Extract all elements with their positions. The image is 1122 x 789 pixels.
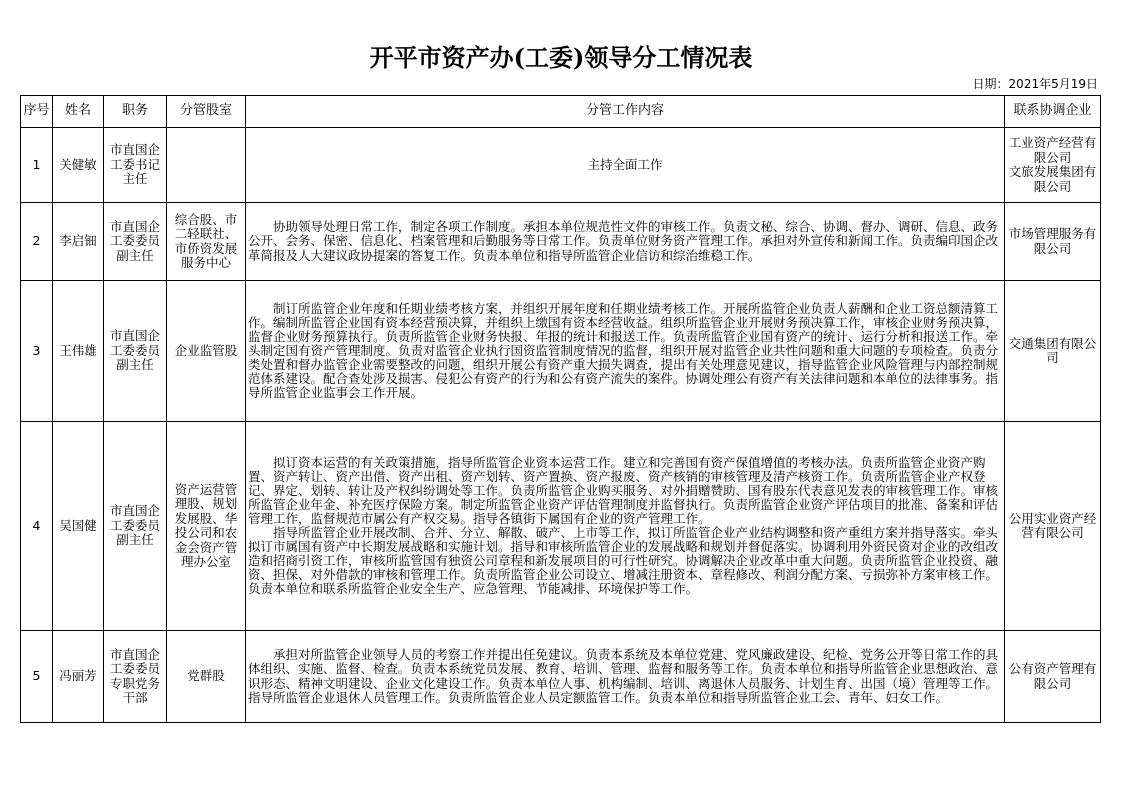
row-name: 李启钿 <box>53 203 104 281</box>
row-companies <box>1005 128 1101 203</box>
row-no: 1 <box>21 128 53 203</box>
row-no: 2 <box>21 203 53 281</box>
row-dept: 企业监管股 <box>167 281 246 422</box>
row-no: 4 <box>21 422 53 631</box>
row-position: 市直国企工委书记主任 <box>104 128 167 203</box>
company-name: 文旅发展集团有限公司 <box>1008 164 1097 194</box>
content-paragraph: 制订所监管企业年度和任期业绩考核方案，并组织开展年度和任期业绩考核工作。开展所监管企业负责人薪酬和企业工资总额清算工作。编制所监管企业国有资本经营预决算，并组织上缴国有资本经营收益。组织所监管企业开展财务预决算工作，审核企业财务预决算，监督企业财务预算执行。负责所监管企业财务快报、年报的统计和报送工作。负责所监管企业国有资产的统计、运行分析和报送工作。牵头制定国有资产管理制度。负责对监管企业执行国资监管制度情况的监督，组织开展对监管企业共性问题和重大问题的专项检查。负责分类处置和督办监管企业需要整改的问题，组织开展公有资产重大损失调查，提出有关处理意见建议，指导监管企业风险管理与内部控制规范体系建设。配合查处涉及损害、侵犯公有资产的行为和公有资产流失的案件。协调处理公有资产有关法律问题和本单位的法律事务。指导所监管企业监事会工作开展。 <box>248 300 999 401</box>
content-paragraph: 协助领导处理日常工作，制定各项工作制度。承担本单位规范性文件的审核工作。负责文秘、综合、协调、督办、调研、信息、政务公开、会务、保密、信息化、档案管理和后勤服务等日常工作。负责单位财务资产管理工作。承担对外宣传和新闻工作。负责编印国企改革简报及人大建议政协提案的答复工作。负责本单位和指导所监管企业信访和综治维稳工作。 <box>248 218 999 263</box>
row-content <box>246 281 1005 422</box>
table-row <box>21 631 1101 723</box>
table-row <box>21 203 1101 281</box>
row-name: 吴国健 <box>53 422 104 631</box>
header-content: 分管工作内容 <box>246 96 1005 128</box>
report-date: 日期：2021年5月19日 <box>972 77 1098 91</box>
row-no: 3 <box>21 281 53 422</box>
row-content: 主持全面工作 <box>246 128 1005 203</box>
row-companies: 公用实业资产经营有限公司 <box>1005 422 1101 631</box>
table-row <box>21 422 1101 631</box>
header-position: 职务 <box>104 96 167 128</box>
header-no: 序号 <box>21 96 53 128</box>
header-dept: 分管股室 <box>167 96 246 128</box>
division-table <box>20 95 1101 723</box>
row-dept: 党群股 <box>167 631 246 723</box>
header-name: 姓名 <box>53 96 104 128</box>
table-row <box>21 128 1101 203</box>
row-content <box>246 203 1005 281</box>
row-companies: 交通集团有限公司 <box>1005 281 1101 422</box>
row-name: 冯丽芳 <box>53 631 104 723</box>
row-position: 市直国企工委委员副主任 <box>104 422 167 631</box>
row-content <box>246 631 1005 723</box>
row-name: 王伟雄 <box>53 281 104 422</box>
row-companies: 市场管理服务有限公司 <box>1005 203 1101 281</box>
content-paragraph: 拟订资本运营的有关政策措施，指导所监管企业资本运营工作。建立和完善国有资产保值增值的考核办法。负责所监管企业资产购置、资产转让、资产出借、资产出租、资产划转、资产置换、资产报废、资产核销的审核管理及清产核资工作。负责所监管企业产权登记、界定、划转、转让及产权纠纷调处等工作。负责所监管企业购买服务、对外捐赠赞助、国有股东代表意见发表的审核管理工作。审核所监管企业年金、补充医疗保险方案。制定所监管企业资产评估管理制度并监督执行。负责所监管企业资产评估项目的批准、备案和评估管理工作，监督规范市属公有产权交易。指导各镇街下属国有企业的资产管理工作。 <box>248 454 999 526</box>
row-position: 市直国企工委委员专职党务干部 <box>104 631 167 723</box>
row-position: 市直国企工委委员副主任 <box>104 281 167 422</box>
table-row <box>21 281 1101 422</box>
row-dept <box>167 128 246 203</box>
header-companies: 联系协调企业 <box>1005 96 1101 128</box>
row-no: 5 <box>21 631 53 723</box>
row-dept: 综合股、市二轻联社、市侨资发展服务中心 <box>167 203 246 281</box>
row-name: 关健敏 <box>53 128 104 203</box>
content-paragraph: 指导所监管企业开展改制、合并、分立、解散、破产、上市等工作，拟订所监管企业产业结构调整和资产重组方案并指导落实。牵头拟订市属国有资产中长期发展战略和实施计划。指导和审核所监管企业的发展战略和规划并督促落实。协调利用外资民资对企业的改组改造和招商引资工作，审核所监管国有独资公司章程和新发展项目的可行性研究。协调解决企业改革中重大问题。负责所监管企业投资、融资、担保、对外借款的审核和管理工作。负责所监管企业公司设立、增减注册资本、章程修改、利润分配方案、亏损弥补方案审核工作。负责本单位和联系所监管企业安全生产、应急管理、节能减排、环境保护等工作。 <box>248 525 999 597</box>
company-name: 工业资产经营有限公司 <box>1008 135 1097 165</box>
row-content <box>246 422 1005 631</box>
content-paragraph: 承担对所监管企业领导人员的考察工作并提出任免建议。负责本系统及本单位党建、党风廉政建设、纪检、党务公开等日常工作的具体组织、实施、监督、检查。负责本系统党员发展、教育、培训、管理、监督和服务等工作。负责本单位和指导所监管企业思想政治、意识形态、精神文明建设、企业文化建设工作。负责本单位人事、机构编制、培训、离退休人员服务、计划生育、出国（境）管理等工作。指导所监管企业退休人员管理工作。负责所监管企业人员定额监管工作。负责本单位和指导所监管企业工会、青年、妇女工作。 <box>248 646 999 705</box>
row-dept: 资产运营管理股、规划发展股、华投公司和农金会资产管理办公室 <box>167 422 246 631</box>
company-1 <box>1007 136 1098 194</box>
row-position: 市直国企工委委员副主任 <box>104 203 167 281</box>
page-title: 开平市资产办(工委)领导分工情况表 <box>369 43 753 72</box>
row-companies: 公有资产管理有限公司 <box>1005 631 1101 723</box>
header-row <box>21 96 1101 128</box>
